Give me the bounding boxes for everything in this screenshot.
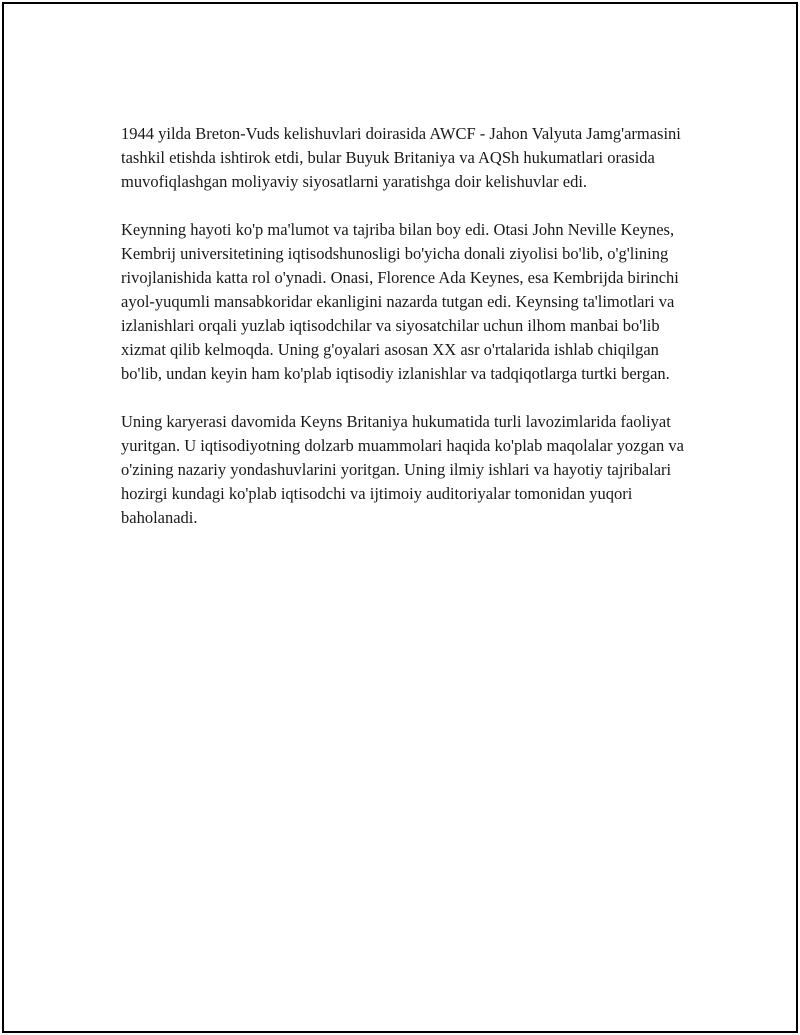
page-frame	[2, 2, 798, 1033]
paragraph-keynes-life: Keynning hayoti ko'p ma'lumot va tajriba bilan boy edi. Otasi John Neville Keynes, Kembrij universitetining iqtisodshunosligi bo'yicha donali ziyolisi bo'lib, o'g'lining rivojlanishida katta rol o'ynadi. Onasi, Florence Ada Keynes, esa Kembrijda birinchi ayol-yuqumli mansabkoridar ekanligini nazarda tutgan edi. Keynsing ta'limotlari va izlanishlari orqali yuzlab iqtisodchilar va siyosatchilar uchun ilhom manbai bo'lib xizmat qilib kelmoqda. Uning g'oyalari asosan XX asr o'rtalarida ishlab chiqilgan bo'lib, undan keyin ham ko'plab iqtisodiy izlanishlar va tadqiqotlarga turtki bergan.	[121, 220, 679, 383]
document-body	[121, 122, 691, 554]
paragraph-keynes-career: Uning karyerasi davomida Keyns Britaniya hukumatida turli lavozimlarida faoliyat yuritgan. U iqtisodiyotning dolzarb muammolari haqida ko'plab maqolalar yozgan va o'zining nazariy yondashuvlarini yoritgan. Uning ilmiy ishlari va hayotiy tajribalari hozirgi kundagi ko'plab iqtisodchi va ijtimoiy auditoriyalar tomonidan yuqori baholanadi.	[121, 412, 684, 527]
paragraph-bretton-woods: 1944 yilda Breton-Vuds kelishuvlari doirasida AWCF - Jahon Valyuta Jamg'armasini tashkil etishda ishtirok etdi, bular Buyuk Britaniya va AQSh hukumatlari orasida muvofiqlashgan moliyaviy siyosatlarni yaratishga doir kelishuvlar edi.	[121, 124, 681, 191]
